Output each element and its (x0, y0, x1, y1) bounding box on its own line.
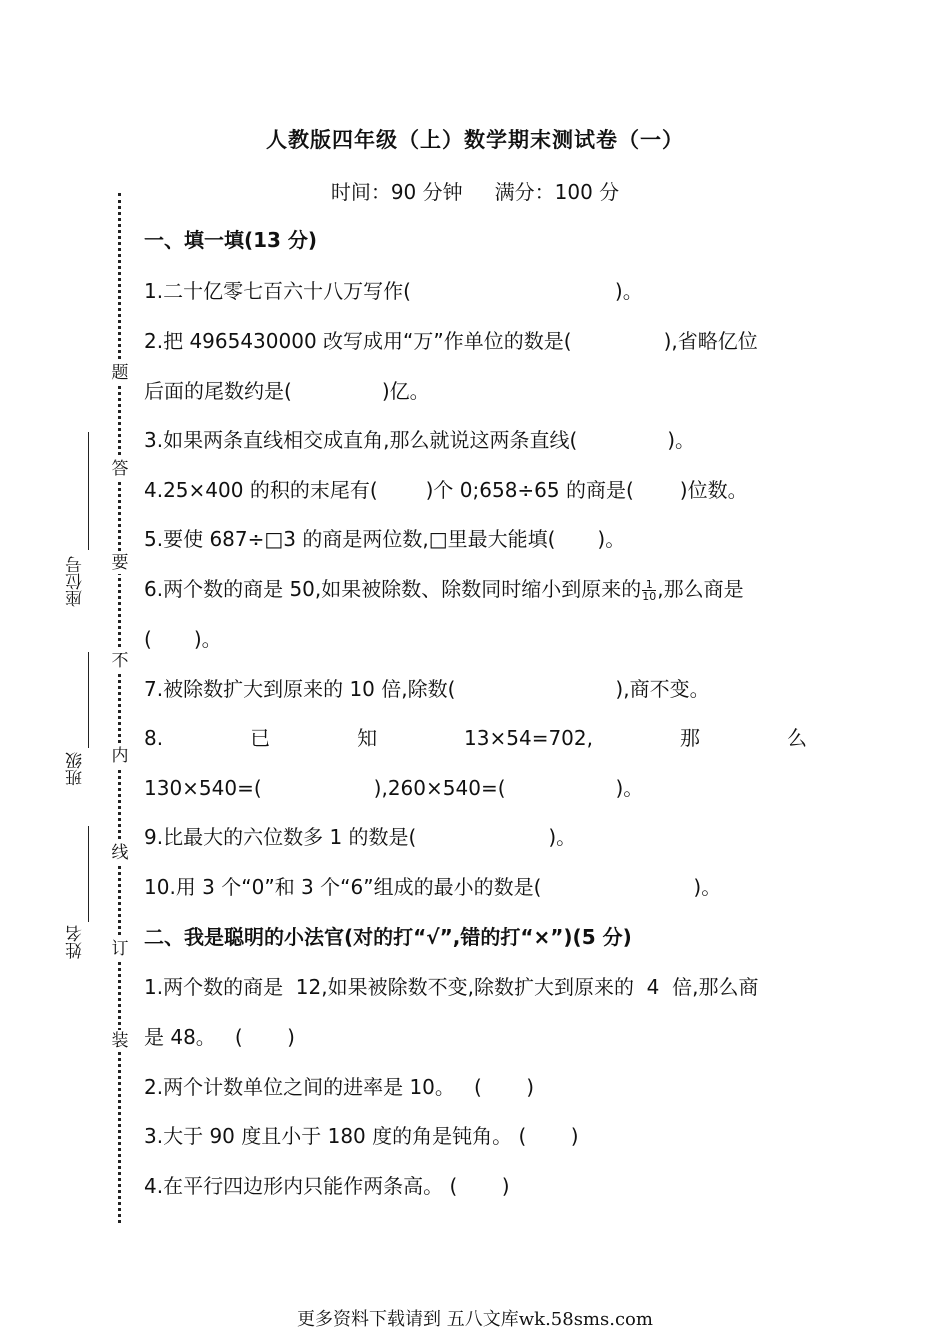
question-1-5: 5.要使 687÷□3 的商是两位数,□里最大能填( )。 (144, 527, 626, 551)
question-1-7: 7.被除数扩大到原来的 10 倍,除数( ),商不变。 (144, 677, 710, 701)
margin-char-4: 不 (108, 650, 132, 672)
question-1-8: 8. 已 知 13×54=702, 那 么 (144, 726, 807, 750)
question-1-3: 3.如果两条直线相交成直角,那么就说这两条直线( )。 (144, 428, 696, 452)
full-score: 满分：100 分 (494, 180, 620, 204)
margin-char-2: 答 (108, 458, 132, 480)
exam-info (0, 176, 950, 205)
class-line (88, 652, 89, 748)
question-2-2: 2.两个计数单位之间的进率是 10。 ( ) (144, 1075, 535, 1099)
name-line (88, 826, 89, 922)
seat-number-label: 座位号 (66, 556, 86, 607)
question-2-4: 4.在平行四边形内只能作两条高。 ( ) (144, 1174, 510, 1198)
question-1-6-cont: ( )。 (144, 627, 222, 651)
footer-watermark: 更多资料下载请到 五八文库wk.58sms.com (297, 1309, 653, 1330)
name-label: 姓名 (66, 925, 86, 959)
time-limit: 时间：90 分钟 (330, 180, 463, 204)
question-1-8-cont: 130×540=( ),260×540=( )。 (144, 776, 644, 800)
section1-heading: 一、填一填(13 分) (144, 228, 318, 252)
question-1-4: 4.25×400 的积的末尾有( )个 0;658÷65 的商是( )位数。 (144, 478, 748, 502)
margin-char-5: 内 (108, 745, 132, 767)
seat-number-line (88, 432, 89, 550)
margin-char-8: 装 (108, 1030, 132, 1052)
page-title: 人教版四年级（上）数学期末测试卷（一） (266, 128, 684, 152)
class-label: 班级 (66, 752, 86, 786)
question-2-1-cont: 是 48。 ( ) (144, 1025, 295, 1049)
fraction-one-tenth: $\frac{1}{10}$ (642, 578, 657, 603)
question-1-10: 10.用 3 个“0”和 3 个“6”组成的最小的数是( )。 (144, 875, 722, 899)
question-1-2: 2.把 4965430000 改写成用“万”作单位的数是( ),省略亿位 (144, 329, 758, 353)
question-1-1: 1.二十亿零七百六十八万写作( )。 (144, 279, 643, 303)
margin-char-1: 题 (108, 362, 132, 384)
question-2-3: 3.大于 90 度且小于 180 度的角是钝角。 ( ) (144, 1124, 579, 1148)
margin-char-7: 订 (108, 938, 132, 960)
margin-char-6: 线 (108, 842, 132, 864)
margin-char-3: 要 (108, 552, 132, 574)
question-1-9: 9.比最大的六位数多 1 的数是( )。 (144, 825, 577, 849)
question-1-6: 6.两个数的商是 50,如果被除数、除数同时缩小到原来的 $\frac{1}{10}$ ,那么商是 (144, 577, 744, 603)
question-2-1: 1.两个数的商是 12,如果被除数不变,除数扩大到原来的 4 倍,那么商 (144, 975, 759, 999)
question-1-2-cont: 后面的尾数约是( )亿。 (144, 379, 430, 403)
binding-dotted-line (118, 193, 121, 1223)
section2-heading: 二、我是聪明的小法官(对的打“√”,错的打“×”)(5 分) (144, 925, 632, 949)
